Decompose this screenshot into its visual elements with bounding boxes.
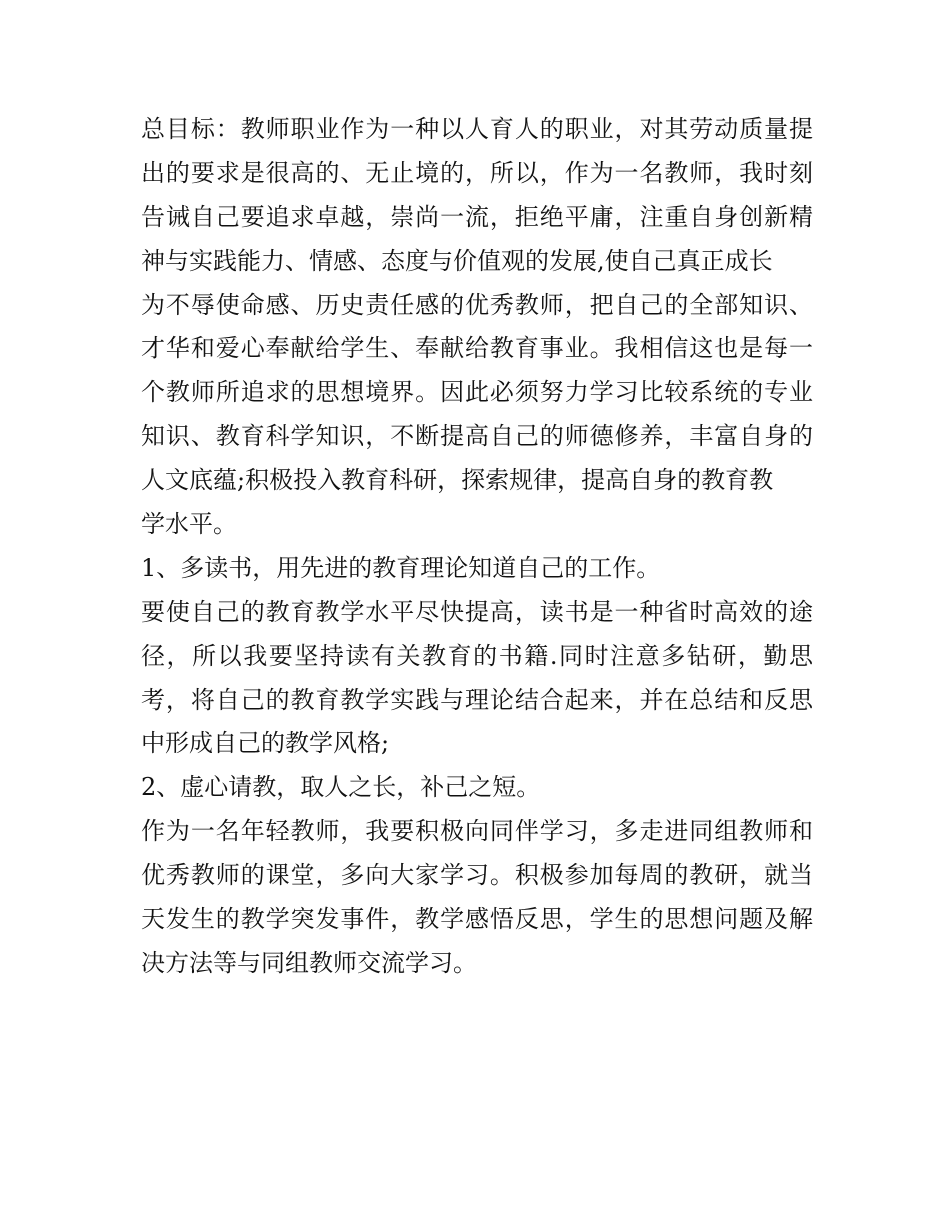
text-line: 为不辱使命感、历史责任感的优秀教师，把自己的全部知识、	[141, 290, 813, 319]
text-line: 要使自己的教育教学水平尽快提高，读书是一种省时高效的途	[141, 597, 813, 626]
text-line: 人文底蕴;积极投入教育科研，探索规律，提高自身的教育教	[141, 466, 774, 495]
section-heading-1: 1、多读书，用先进的教育理论知道自己的工作。	[141, 553, 661, 582]
text-line: 告诫自己要追求卓越，崇尚一流，拒绝平庸，注重自身创新精	[141, 202, 813, 231]
text-line: 总目标：教师职业作为一种以人育人的职业，对其劳动质量提	[141, 115, 813, 143]
section-heading-2: 2、虚心请教，取人之长，补己之短。	[141, 773, 541, 802]
document-body	[141, 108, 813, 986]
text-line: 中形成自己的教学风格;	[141, 729, 390, 758]
text-line: 神与实践能力、情感、态度与价值观的发展,使自己真正成长	[141, 246, 773, 275]
text-line: 决方法等与同组教师交流学习。	[141, 948, 477, 977]
text-line: 才华和爱心奉献给学生、奉献给教育事业。我相信这也是每一	[141, 334, 813, 363]
text-line: 学水平。	[141, 510, 237, 539]
text-line: 径，所以我要坚持读有关教育的书籍.同时注意多钻研，勤思	[141, 641, 813, 670]
text-line: 个教师所追求的思想境界。因此必须努力学习比较系统的专业	[141, 378, 813, 407]
text-line: 天发生的教学突发事件，教学感悟反思，学生的思想问题及解	[141, 905, 813, 934]
text-line: 考，将自己的教育教学实践与理论结合起来，并在总结和反思	[141, 685, 813, 714]
text-line: 优秀教师的课堂，多向大家学习。积极参加每周的教研，就当	[141, 861, 813, 890]
text-line: 出的要求是很高的、无止境的，所以，作为一名教师，我时刻	[141, 158, 813, 187]
text-line: 知识、教育科学知识，不断提高自己的师德修养，丰富自身的	[141, 422, 813, 451]
text-line: 作为一名年轻教师，我要积极向同伴学习，多走进同组教师和	[141, 817, 813, 846]
